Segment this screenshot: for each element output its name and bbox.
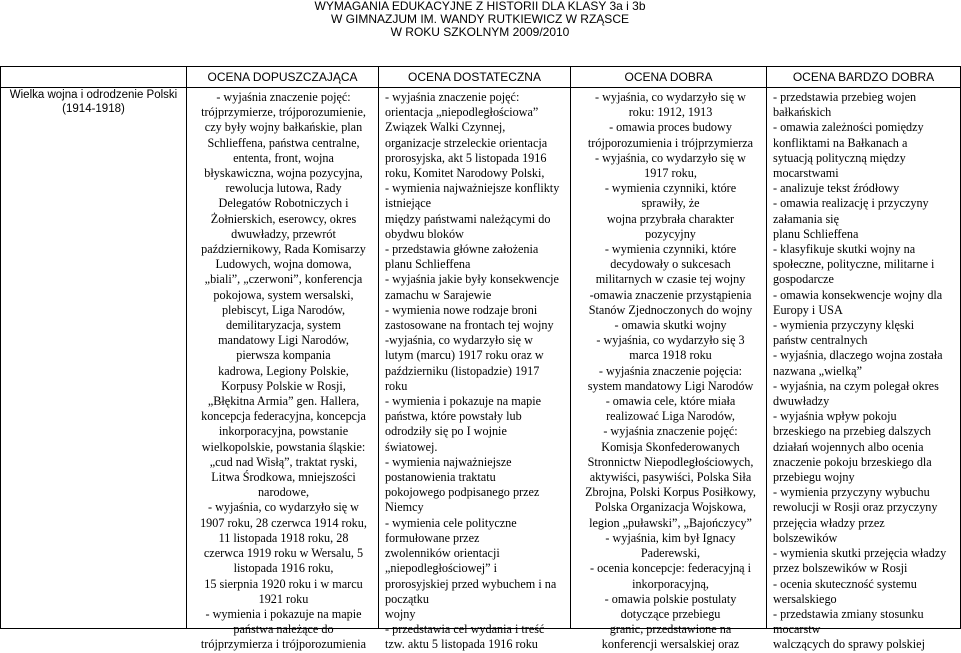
list-item: przejęcia władzy przez — [773, 515, 885, 530]
list-item: zamachu w Sarajewie — [385, 287, 492, 302]
header-year: W ROKU SZKOLNYM 2009/2010 — [390, 25, 570, 39]
list-item: - wymienia i pokazuje na mapie — [385, 394, 542, 409]
list-item: planu Schlieffena — [385, 257, 471, 272]
list-item: „cud nad Wisłą”, traktat ryski, — [209, 454, 358, 469]
list-item: pokojowego podpisanego przez — [385, 485, 540, 500]
list-item: Zbrojna, Polski Korpus Posiłkowy, — [585, 485, 756, 500]
list-item: Korpusy Polskie w Rosji, — [221, 378, 346, 393]
header-title: WYMAGANIA EDUKACYJNE Z HISTORII DLA KLASY 3a i 3b — [314, 0, 646, 13]
list-item: pierwsza kompania — [236, 348, 331, 363]
list-item: - wymienia czynniki, które — [604, 242, 737, 257]
list-item: Ludowych, wojna domowa, — [215, 257, 352, 272]
list-item: - wyjaśnia wpływ pokoju — [773, 409, 897, 424]
list-item: ententa, front, wojna — [233, 150, 334, 165]
list-item: formułowane przez — [385, 530, 480, 545]
header-cell-topic — [1, 67, 187, 88]
list-item: 1917 roku, — [644, 166, 697, 181]
list-item: narodowe, — [257, 485, 310, 500]
list-bardzo-dobra — [767, 88, 960, 652]
list-item: zastosowane na frontach tej wojny — [385, 318, 554, 333]
list-item: dwuwładzy — [773, 394, 830, 409]
list-item: demilitaryzacja, system — [225, 318, 342, 333]
list-item: Stronnictw Niepodległościowych, — [587, 454, 754, 469]
list-item: - przedstawia główne założenia — [385, 242, 539, 257]
list-item: państwa, które powstały lub — [385, 409, 522, 424]
list-item: roku — [385, 378, 408, 393]
list-item: orientacja „niepodległościowa” — [385, 105, 539, 120]
list-item: światowej. — [385, 439, 438, 454]
list-item: brzeskiego na przebieg dalszych — [773, 424, 932, 439]
table-row — [1, 88, 961, 629]
list-item: sprawiły, że — [641, 196, 700, 211]
list-item: - omawia skutki wojny — [614, 318, 727, 333]
list-item: walczących do sprawy polskiej — [773, 637, 925, 652]
list-item: trójprzymierze, trójporozumienie, — [201, 105, 366, 120]
list-item: państw centralnych — [773, 333, 868, 348]
list-item: trójporozumienia i trójprzymierza — [587, 135, 754, 150]
list-item: 15 sierpnia 1920 roku i w marcu — [204, 576, 363, 591]
header-cell-dobra: OCENA DOBRA — [571, 67, 767, 88]
list-item: - wymienia przyczyny klęski — [773, 318, 915, 333]
list-item: postanowienia traktatu — [385, 470, 496, 485]
list-item: - ocenia skuteczność systemu — [773, 576, 917, 591]
list-item: Niemcy — [385, 500, 424, 515]
list-item: znaczenie pokoju brzeskiego dla — [773, 454, 932, 469]
list-item: organizacje strzeleckie orientacja — [385, 135, 548, 150]
list-item: prorosyjskiej przed wybuchem i na — [385, 576, 557, 591]
list-item: koncepcja federacyjna, koncepcja — [201, 409, 366, 424]
list-item: - wyjaśnia znaczenie pojęć: — [385, 90, 520, 104]
topic-cell — [1, 88, 187, 629]
list-item: lutym (marcu) 1917 roku oraz w — [385, 348, 544, 363]
list-item: bałkańskich — [773, 105, 832, 120]
list-item: istniejące — [385, 196, 432, 211]
list-item: - wyjaśnia, co wydarzyło się w — [595, 90, 746, 104]
list-item: początku — [385, 591, 429, 606]
table-header-row — [1, 67, 961, 88]
list-item: załamania się — [773, 211, 839, 226]
list-item: między państwami należącymi do — [385, 211, 551, 226]
list-item: - wyjaśnia jakie były konsekwencje — [385, 272, 559, 287]
list-item: przebiegu wojny — [773, 470, 855, 485]
cell-bardzo-dobra — [767, 88, 961, 652]
list-item: bolszewików — [773, 530, 838, 545]
list-item: granic, przedstawione na — [609, 622, 732, 637]
list-item: pozycyjny — [645, 226, 696, 241]
list-item: rewolucji w Rosji oraz przyczyny — [773, 500, 938, 515]
list-item: marca 1918 roku — [629, 348, 712, 363]
list-item: tzw. aktu 5 listopada 1916 roku — [385, 637, 538, 652]
list-item: 1921 roku — [258, 591, 309, 606]
list-item: mandatowy Ligi Narodów, — [218, 333, 349, 348]
list-item: obydwu bloków — [385, 226, 464, 241]
list-item: inkorporacyjna, powstanie — [218, 424, 349, 439]
list-item: - wymienia przyczyny wybuchu — [773, 485, 930, 500]
list-item: - omawia zależności pomiędzy — [773, 120, 924, 135]
list-item: - przedstawia zmiany stosunku — [773, 606, 924, 621]
list-item: - wyjaśnia znaczenie pojęć: — [216, 90, 351, 104]
list-item: Europy i USA — [773, 302, 843, 317]
list-item: gospodarcze — [773, 272, 834, 287]
list-item: - omawia polskie postulaty — [604, 591, 737, 606]
list-item: dwuwładzy, przewrót — [231, 226, 336, 241]
cell-dostateczna — [379, 88, 571, 652]
list-item: - wyjaśnia, dlaczego wojna została — [773, 348, 943, 363]
list-item: Paderewski, — [640, 546, 701, 561]
list-item: przez bolszewików w Rosji — [773, 561, 908, 576]
list-item: nazwana „wielką” — [773, 363, 862, 378]
list-item: - omawia konsekwencje wojny dla — [773, 287, 943, 302]
list-item: - wyjaśnia, co wydarzyło się w — [595, 150, 746, 165]
list-item: błyskawiczna, wojna pozycyjna, — [204, 166, 363, 181]
list-item: „Błękitna Armia” gen. Hallera, — [207, 394, 360, 409]
list-item: Schlieffena, państwa centralne, — [207, 135, 360, 150]
list-item: -omawia znaczenie przystąpienia — [589, 287, 752, 302]
list-item: Delegatów Robotniczych i — [218, 196, 349, 211]
list-item: inkorporacyjną, — [632, 576, 709, 591]
list-item: Związek Walki Czynnej, — [385, 120, 506, 135]
list-item: - wymienia i pokazuje na mapie — [205, 606, 362, 621]
list-item: - wyjaśnia, co wydarzyło się w — [208, 500, 359, 515]
list-item: rewolucja lutowa, Rady — [225, 181, 342, 196]
list-item: aktywiści, pasywiści, Polska Siła — [589, 470, 752, 485]
list-item: wielkopolskie, powstania śląskie: — [201, 439, 366, 454]
header-school: W GIMNAZJUM IM. WANDY RUTKIEWICZ W RZĄSCE — [331, 12, 629, 26]
list-item: - wyjaśnia, kim był Ignacy — [605, 530, 736, 545]
list-item: „biali”, „czerwoni”, konferencja — [204, 272, 363, 287]
list-item: - omawia proces budowy — [609, 120, 732, 135]
list-item: - wyjaśnia znaczenie pojęć: — [603, 424, 738, 439]
list-item: legion „puławski”, „Bajończycy” — [589, 515, 752, 530]
list-item: konfliktami na Bałkanach a — [773, 135, 908, 150]
list-item: trójprzymierza i trójporozumienia — [200, 637, 367, 652]
list-item: listopada 1916 roku, — [233, 561, 334, 576]
list-item: konferencji wersalskiej oraz — [601, 637, 740, 652]
list-item: zwolenników orientacji — [385, 546, 500, 561]
list-item: działań wojennych albo ocenia — [773, 439, 924, 454]
list-item: - przedstawia przebieg wojen — [773, 90, 917, 104]
list-item: - analizuje tekst źródłowy — [773, 181, 900, 196]
list-item: Komisja Skonfederowanych — [601, 439, 740, 454]
list-item: - wyjaśnia, co wydarzyło się 3 — [596, 333, 745, 348]
header-cell-dopuszczajaca: OCENA DOPUSZCZAJĄCA — [187, 67, 379, 88]
list-item: państwa należące do — [233, 622, 334, 637]
list-item: dotyczące przebiegu — [620, 606, 721, 621]
topic-title: Wielka wojna i odrodzenie Polski — [9, 89, 178, 101]
list-item: - wymienia cele polityczne — [385, 515, 517, 530]
list-item: plebiscyt, Liga Narodów, — [221, 302, 346, 317]
list-item: październiku (listopadzie) 1917 — [385, 363, 540, 378]
list-item: wojna przybrała charakter — [606, 211, 735, 226]
header-cell-dostateczna: OCENA DOSTATECZNA — [379, 67, 571, 88]
list-item: - wymienia skutki przejęcia władzy — [773, 546, 947, 561]
list-item: - wyjaśnia, na czym polegał okres — [773, 378, 939, 393]
list-item: roku: 1912, 1913 — [628, 105, 713, 120]
list-dobra — [571, 88, 766, 652]
list-item: odrodziły się po I wojnie — [385, 424, 507, 439]
list-item: - wymienia najważniejsze — [385, 454, 512, 469]
list-item: system mandatowy Ligi Narodów — [587, 378, 754, 393]
list-item: „niepodległościowej” i — [385, 561, 498, 576]
document-header — [0, 0, 960, 39]
requirements-table — [0, 66, 961, 652]
list-item: mocarstwami — [773, 166, 839, 181]
list-item: pokojowa, system wersalski, — [213, 287, 354, 302]
list-dopuszczajaca — [187, 88, 378, 652]
topic-years: (1914-1918) — [62, 103, 125, 115]
list-item: decydowały o sukcesach — [610, 257, 731, 272]
list-item: Stanów Zjednoczonych do wojny — [588, 302, 753, 317]
list-item: - wymienia czynniki, które — [604, 181, 737, 196]
list-item: wersalskiego — [773, 591, 837, 606]
list-item: społeczne, polityczne, militarne i — [773, 257, 935, 272]
cell-dobra — [571, 88, 767, 652]
list-item: czerwca 1919 roku w Wersalu, 5 — [203, 546, 364, 561]
list-dostateczna — [379, 88, 570, 652]
list-item: wojny — [385, 606, 416, 621]
list-item: październikowy, Rada Komisarzy — [201, 242, 366, 257]
list-item: 1907 roku, 28 czerwca 1914 roku, — [200, 515, 367, 530]
list-item: - ocenia koncepcje: federacyjną i — [589, 561, 752, 576]
list-item: sytuacją polityczną między — [773, 150, 906, 165]
list-item: -wyjaśnia, co wydarzyło się w — [385, 333, 533, 348]
list-item: mocarstw — [773, 622, 821, 637]
list-item: - omawia realizację i przyczyny — [773, 196, 929, 211]
list-item: - wymienia nowe rodzaje broni — [385, 302, 538, 317]
list-item: militarnych w czasie tej wojny — [595, 272, 746, 287]
list-item: - klasyfikuje skutki wojny na — [773, 242, 916, 257]
list-item: kadrowa, Legiony Polskie, — [218, 363, 349, 378]
list-item: Litwa Środkowa, mniejszości — [211, 470, 356, 485]
cell-dopuszczajaca — [187, 88, 379, 652]
list-item: prorosyjska, akt 5 listopada 1916 — [385, 150, 547, 165]
list-item: Żołnierskich, eserowcy, okres — [210, 211, 357, 226]
list-item: - wymienia najważniejsze konflikty — [385, 181, 560, 196]
list-item: 11 listopada 1918 roku, 28 — [218, 530, 349, 545]
list-item: czy były wojny bałkańskie, plan — [204, 120, 363, 135]
header-cell-bardzo-dobra: OCENA BARDZO DOBRA — [767, 67, 961, 88]
list-item: - omawia cele, które miała — [605, 394, 736, 409]
list-item: - wyjaśnia znaczenie pojęcia: — [598, 363, 743, 378]
list-item: roku, Komitet Narodowy Polski, — [385, 166, 545, 181]
list-item: realizować Liga Narodów, — [606, 409, 735, 424]
list-item: Polska Organizacja Wojskowa, — [594, 500, 747, 515]
list-item: planu Schlieffena — [773, 226, 859, 241]
list-item: - przedstawia cel wydania i treść — [385, 622, 545, 637]
